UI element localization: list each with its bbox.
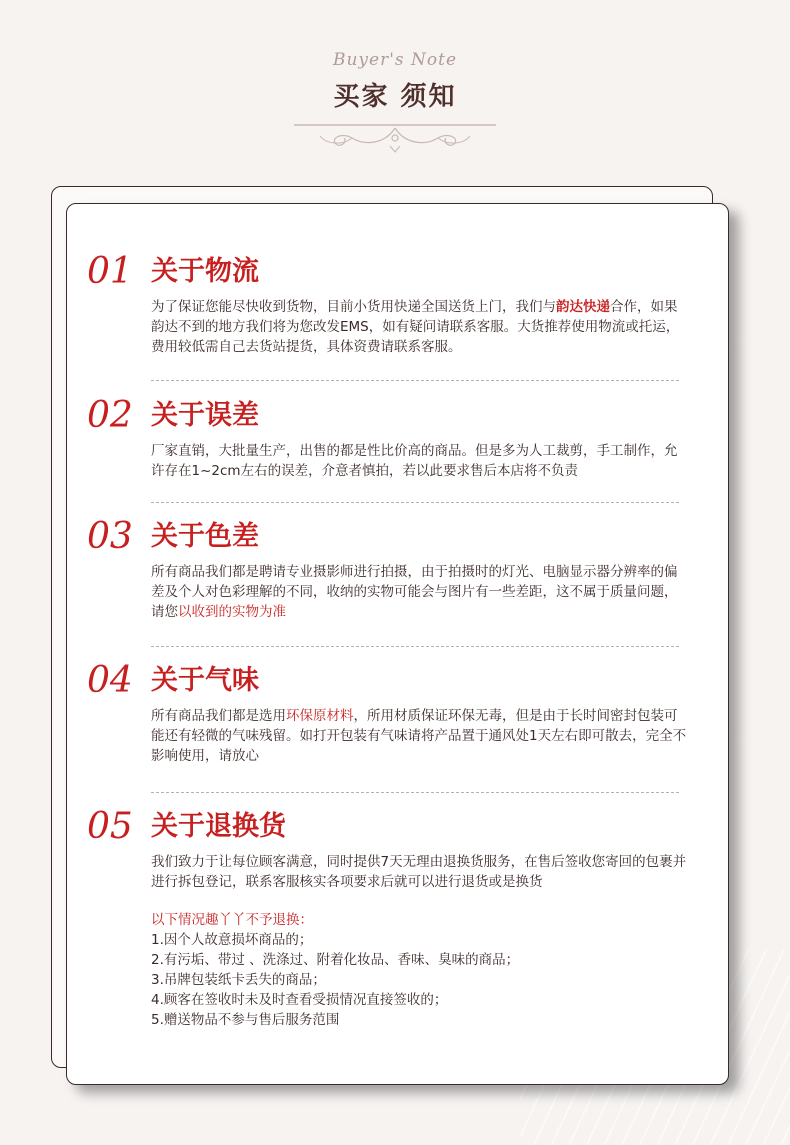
highlight-text: 以收到的实物为准 (178, 604, 286, 620)
page-header (0, 50, 790, 113)
section-body (151, 562, 687, 622)
section-title: 关于退换货 (151, 811, 286, 842)
list-item: 5.赠送物品不参与售后服务范围 (151, 1012, 340, 1028)
section-number: 01 (87, 251, 133, 292)
section-title: 关于误差 (151, 400, 259, 431)
section-number: 05 (87, 806, 133, 847)
body-text: 所有商品我们都是聘请专业摄影师进行拍摄，由于拍摄时的灯光、电脑显示器分辨率的偏差及个人对色彩理解的不同，收纳的实物可能会与图片有一些差距，这不属于质量问题，请您 (151, 564, 678, 620)
header-english-title: Buyer's Note (332, 50, 458, 70)
body-text: 所有商品我们都是选用 (151, 708, 286, 724)
section-number: 04 (87, 660, 133, 701)
highlight-text: 韵达快递 (556, 299, 610, 315)
list-item: 2.有污垢、带过 、洗涤过、附着化妆品、香味、臭味的商品； (151, 952, 520, 968)
section-title: 关于气味 (151, 665, 259, 696)
section-body (151, 852, 687, 1030)
notice-card (66, 203, 729, 1085)
section-body (151, 441, 687, 481)
highlight-text: 环保原材料 (286, 708, 354, 724)
section-number: 02 (87, 395, 133, 436)
section-title: 关于色差 (151, 521, 259, 552)
list-item: 4.顾客在签收时未及时查看受损情况直接签收的； (151, 992, 448, 1008)
body-text: 合作，如果韵达不到的地方我们将为您改发EMS，如有疑问请联系客服。大货推荐使用物流或托运，费用较低需自己去货站提货，具体资费请联系客服。 (151, 299, 680, 355)
body-text: 厂家直销，大批量生产，出售的都是性比价高的商品。但是多为人工裁剪，手工制作，允许存在1~2cm左右的误差，介意者慎拍，若以此要求售后本店将不负责 (151, 443, 678, 479)
body-text: 为了保证您能尽快收到货物，目前小货用快递全国送货上门，我们与 (151, 299, 556, 315)
dashed-divider (151, 646, 679, 647)
header-chinese-title: 买家 须知 (333, 82, 457, 112)
list-item: 1.因个人故意损坏商品的； (151, 932, 313, 948)
section-body (151, 706, 687, 766)
body-text: ，所用材质保证环保无毒，但是由于长时间密封包装可能还有轻微的气味残留。如打开包装有气味请将产品置于通风处1天左右即可散去，完全不影响使用，请放心 (151, 708, 687, 764)
section-title: 关于物流 (151, 256, 259, 287)
dashed-divider (151, 792, 679, 793)
dashed-divider (151, 380, 679, 381)
list-item: 3.吊牌包装纸卡丢失的商品； (151, 972, 326, 988)
ornament-divider-icon (290, 116, 500, 156)
section-number: 03 (87, 516, 133, 557)
returns-list-title: 以下情况趣丫丫不予退换： (151, 912, 313, 928)
dashed-divider (151, 502, 679, 503)
section-body (151, 297, 687, 357)
body-text: 我们致力于让每位顾客满意，同时提供7天无理由退换货服务，在售后签收您寄回的包裹并进行拆包登记，联系客服核实各项要求后就可以进行退货或是换货 (151, 854, 687, 890)
